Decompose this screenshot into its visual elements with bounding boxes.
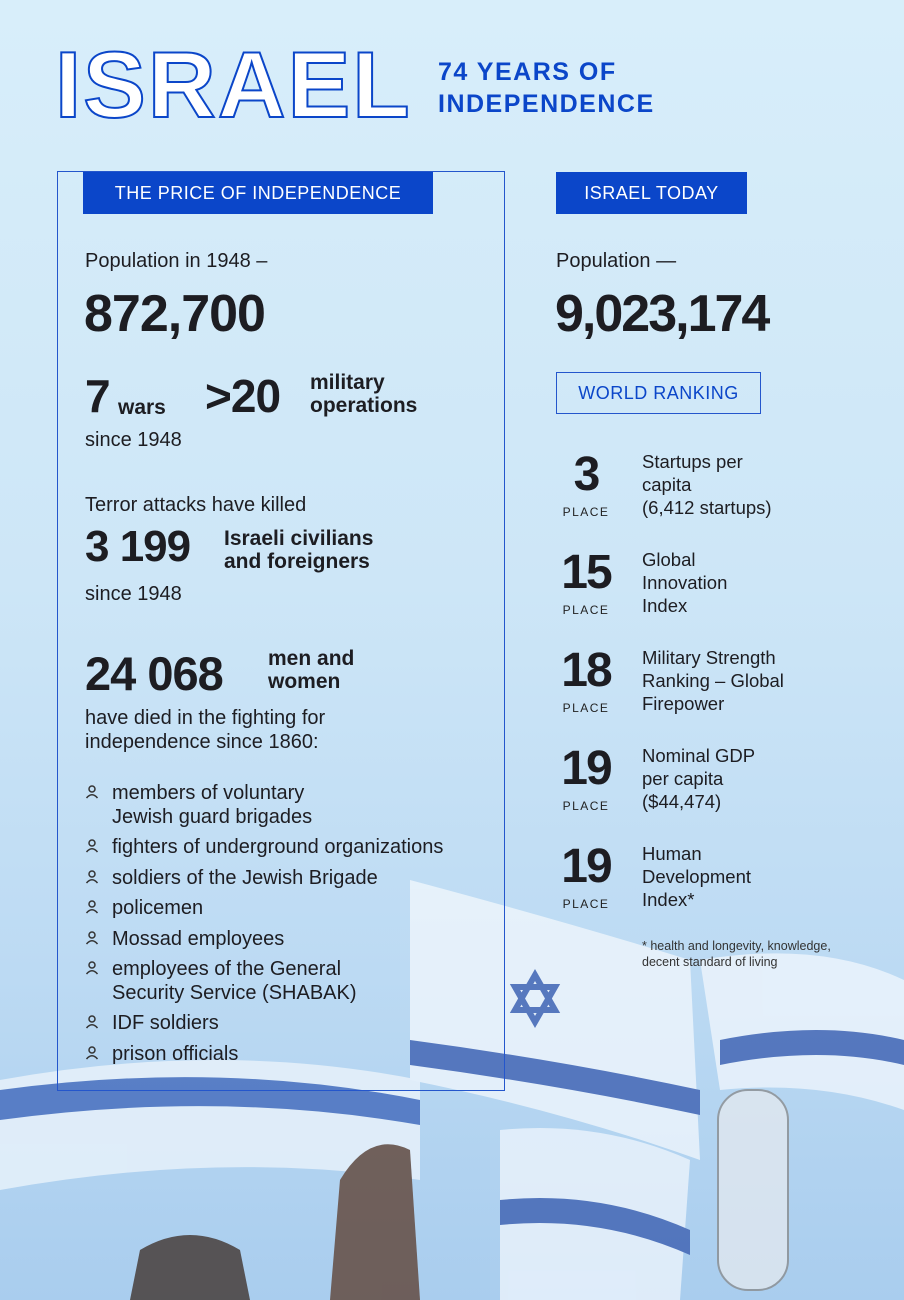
list-item-text: employees of the General	[112, 958, 342, 980]
person-icon	[85, 866, 112, 891]
list-item-text: IDF soldiers	[112, 1012, 219, 1034]
person-icon	[85, 835, 112, 860]
terror-label: Terror attacks have killed	[85, 494, 307, 516]
list-item-text: Security Service (SHABAK)	[112, 982, 357, 1004]
place-label: PLACE	[562, 603, 610, 617]
person-icon	[85, 957, 112, 1005]
rank-description: Startups per capita (6,412 startups)	[642, 451, 772, 518]
list-item	[85, 1042, 238, 1067]
population-today-value: 9,023,174	[555, 285, 769, 343]
place-label: PLACE	[562, 799, 610, 813]
operations-value: >20	[205, 370, 281, 422]
list-item	[85, 835, 443, 860]
section-label-today: ISRAEL TODAY	[556, 172, 747, 214]
terror-desc	[224, 527, 373, 573]
list-item-text: Mossad employees	[112, 927, 285, 950]
rank-description: Military Strength Ranking – Global Firepower	[642, 647, 784, 714]
page-title: ISRAEL	[55, 32, 412, 137]
rank-number: 18	[561, 644, 611, 697]
list-item-text: soldiers of the Jewish Brigade	[112, 866, 378, 889]
ranking-item	[556, 646, 876, 736]
wars-value: 7	[85, 370, 110, 422]
section-label-price: THE PRICE OF INDEPENDENCE	[83, 172, 433, 214]
ranking-item	[556, 450, 876, 540]
person-icon	[85, 1011, 112, 1036]
terror-desc-line: Israeli civilians	[224, 527, 374, 550]
ranking-item	[556, 548, 876, 638]
terror-value: 3 199	[85, 522, 191, 571]
fallen-value: 24 068	[85, 647, 223, 700]
footnote: * health and longevity, knowledge, decent standard of living	[642, 939, 831, 969]
rank-number: 19	[561, 742, 611, 795]
rank-number: 15	[561, 546, 611, 599]
operations-label-line: operations	[310, 394, 418, 417]
person-icon	[85, 781, 112, 829]
world-ranking-label: WORLD RANKING	[556, 372, 761, 414]
fallen-text	[85, 706, 325, 754]
wars-label: wars	[118, 396, 166, 419]
list-item-text: fighters of underground organizations	[112, 836, 444, 858]
list-item	[85, 866, 378, 891]
fallen-desc	[268, 647, 354, 693]
list-item-text: members of voluntary	[112, 782, 305, 804]
population-today-label: Population —	[556, 250, 677, 272]
terror-desc-line: and foreigners	[224, 550, 370, 573]
list-item-text: prison officials	[112, 1042, 239, 1065]
list-item	[85, 781, 312, 829]
list-item	[85, 957, 357, 1005]
subtitle	[438, 56, 655, 120]
list-item	[85, 927, 284, 952]
rank-number: 19	[561, 840, 611, 893]
fallen-desc-line: women	[268, 670, 341, 693]
operations-label	[310, 371, 417, 417]
person-icon	[85, 927, 112, 952]
person-icon	[85, 1042, 112, 1067]
subtitle-line: 74 YEARS OF	[438, 58, 617, 86]
population-1948-label: Population in 1948 –	[85, 250, 268, 272]
population-1948-value: 872,700	[84, 285, 265, 343]
ranking-item	[556, 842, 876, 932]
list-item	[85, 896, 203, 921]
list-item-text: policemen	[112, 897, 204, 919]
rank-description: Nominal GDP per capita ($44,474)	[642, 745, 756, 812]
since-1948: since 1948	[85, 429, 182, 451]
fallen-desc-line: men and	[268, 647, 355, 670]
rank-description: Human Development Index*	[642, 843, 752, 910]
rank-description: Global Innovation Index	[642, 549, 728, 616]
operations-label-line: military	[310, 371, 385, 394]
fallen-text-line: have died in the fighting for	[85, 707, 326, 729]
place-label: PLACE	[562, 897, 610, 911]
fallen-text-line: independence since 1860:	[85, 731, 319, 753]
ranking-item	[556, 744, 876, 834]
list-item	[85, 1011, 219, 1036]
since-1948: since 1948	[85, 583, 182, 605]
subtitle-line: INDEPENDENCE	[438, 90, 655, 118]
person-icon	[85, 896, 112, 921]
place-label: PLACE	[562, 701, 610, 715]
rank-number: 3	[573, 448, 599, 501]
list-item-text: Jewish guard brigades	[112, 806, 313, 828]
place-label: PLACE	[562, 505, 610, 519]
